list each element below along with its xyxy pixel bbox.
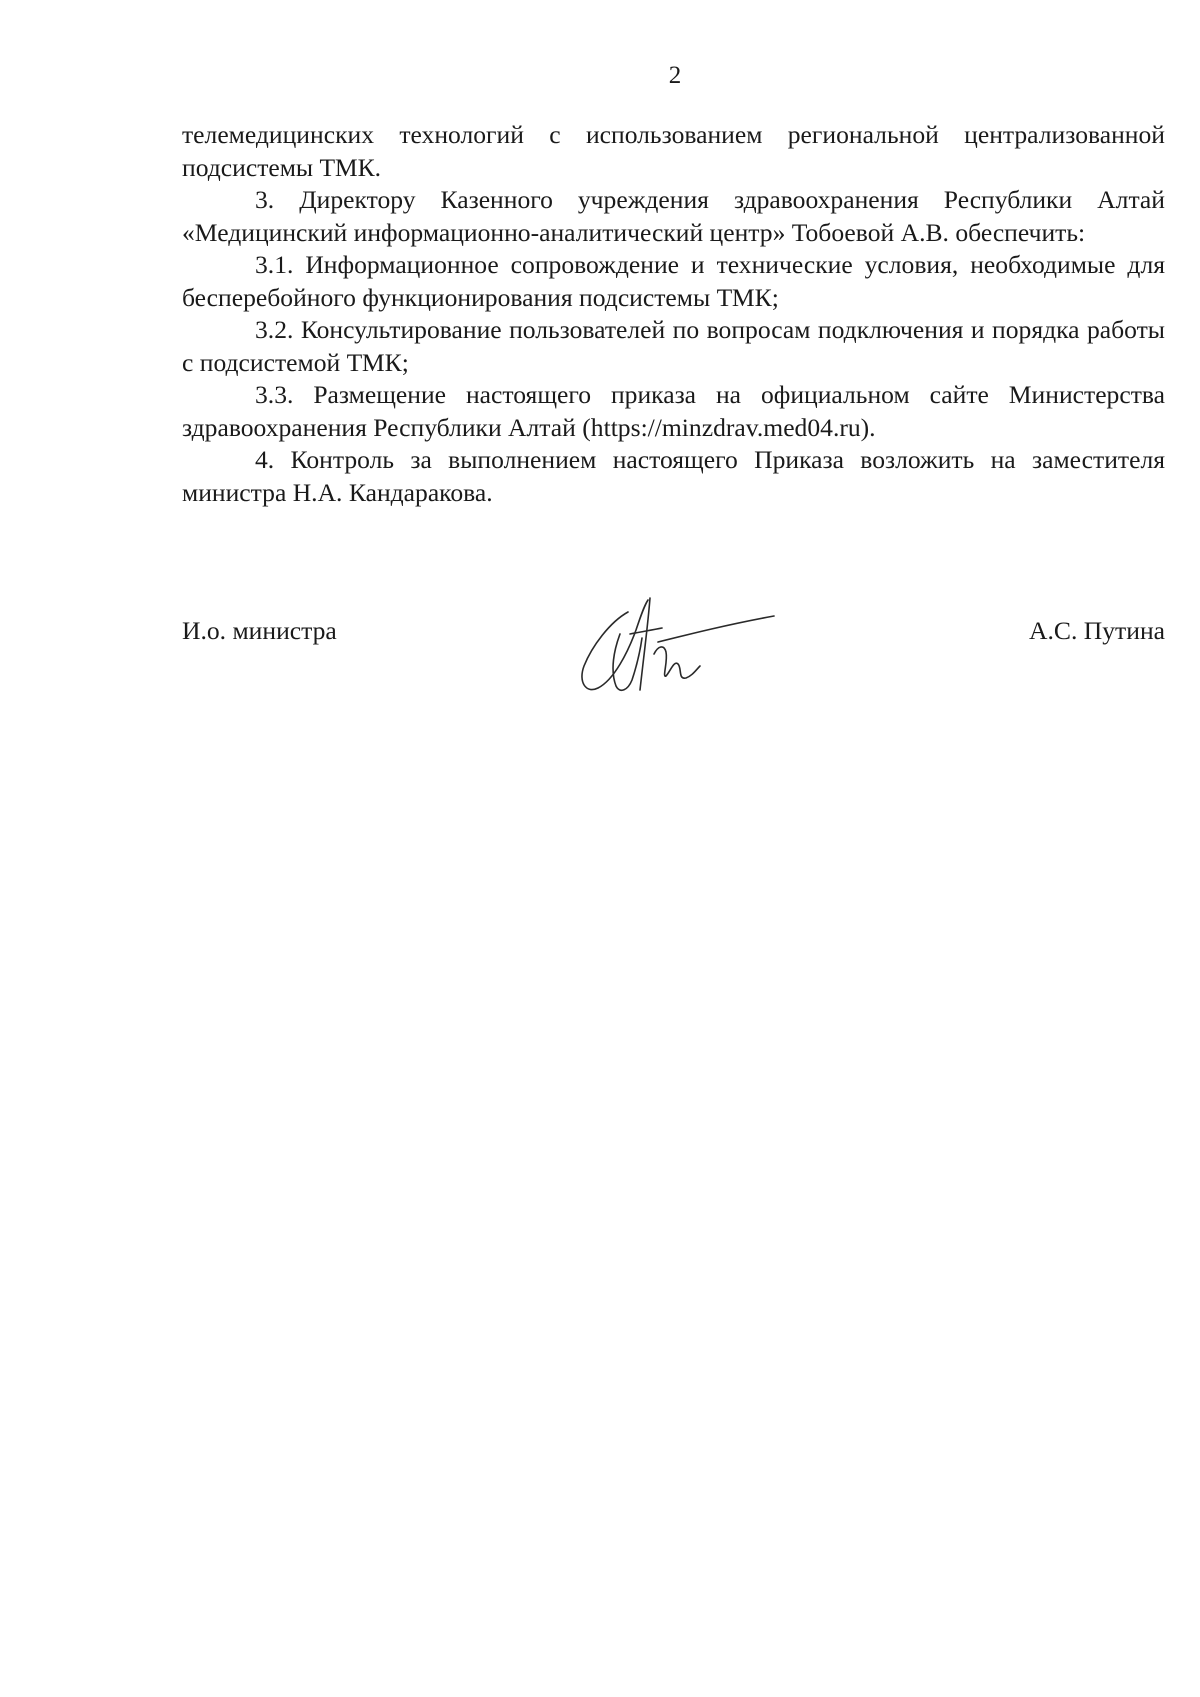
signatory-name: А.С. Путина xyxy=(1029,616,1165,645)
paragraph-continuation: телемедицинских технологий с использованием региональной централизованной подсистемы ТМК. xyxy=(182,120,1165,182)
paragraph-item-3: 3. Директору Казенного учреждения здравоохранения Республики Алтай «Медицинский информационно-аналитический центр» Тобоевой А.В. обеспечить: xyxy=(182,185,1165,247)
paragraph-item-3-3: 3.3. Размещение настоящего приказа на официальном сайте Министерства здравоохранения Республики Алтай (https://minzdrav.med04.ru). xyxy=(182,380,1165,442)
paragraph-item-3-1: 3.1. Информационное сопровождение и технические условия, необходимые для бесперебойного функционирования подсистемы ТМК; xyxy=(182,250,1165,312)
paragraph-item-4: 4. Контроль за выполнением настоящего Приказа возложить на заместителя министра Н.А. Кандаракова. xyxy=(182,445,1165,507)
page-number: 2 xyxy=(668,62,682,89)
handwritten-signature-icon xyxy=(570,594,780,704)
signatory-role: И.о. министра xyxy=(182,616,337,645)
signature-block xyxy=(182,616,1165,726)
document-body xyxy=(182,119,1165,509)
paragraph-item-3-2: 3.2. Консультирование пользователей по вопросам подключения и порядка работы с подсистемой ТМК; xyxy=(182,315,1165,377)
